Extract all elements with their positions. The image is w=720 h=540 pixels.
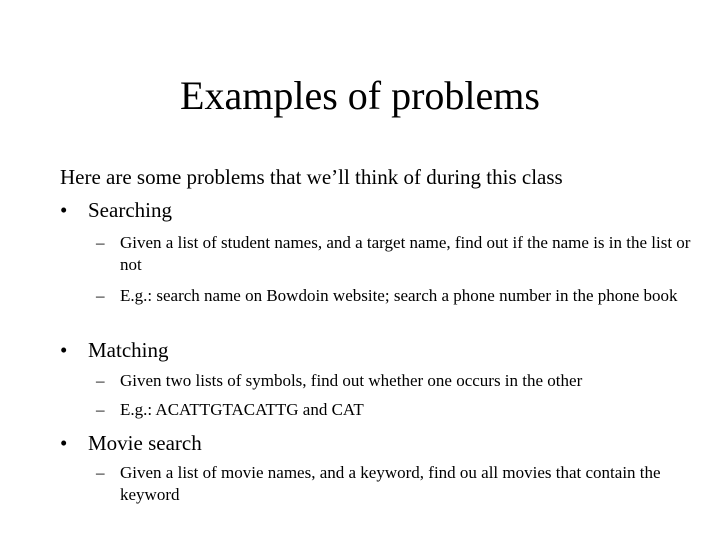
bullet-movie-search	[60, 430, 202, 456]
dash-icon: –	[96, 400, 105, 419]
bullet-label: Searching	[88, 198, 172, 222]
sub-item-text: Given a list of student names, and a target name, find out if the name is in the list or not	[120, 233, 691, 274]
slide-title: Examples of problems	[180, 73, 540, 118]
bullet-label: Matching	[88, 338, 169, 362]
dash-icon: –	[96, 371, 105, 390]
sub-item	[96, 462, 696, 506]
sub-item	[96, 370, 696, 392]
sub-item-text: E.g.: search name on Bowdoin website; search a phone number in the phone book	[120, 286, 678, 305]
bullet-matching	[60, 337, 168, 363]
bullet-icon: •	[60, 431, 68, 455]
bullet-icon: •	[60, 198, 68, 222]
bullet-searching	[60, 197, 172, 223]
intro-text: Here are some problems that we’ll think of during this class	[60, 165, 563, 189]
sub-item-text: Given a list of movie names, and a keyword, find ou all movies that contain the keyword	[120, 463, 661, 504]
sub-item	[96, 232, 696, 276]
bullet-label: Movie search	[88, 431, 202, 455]
bullet-icon: •	[60, 338, 68, 362]
dash-icon: –	[96, 233, 105, 252]
sub-item	[96, 285, 696, 307]
dash-icon: –	[96, 286, 105, 305]
sub-item-text: Given two lists of symbols, find out whether one occurs in the other	[120, 371, 583, 390]
sub-item-text: E.g.: ACATTGTACATTG and CAT	[120, 400, 364, 419]
sub-item	[96, 399, 696, 421]
dash-icon: –	[96, 463, 105, 482]
